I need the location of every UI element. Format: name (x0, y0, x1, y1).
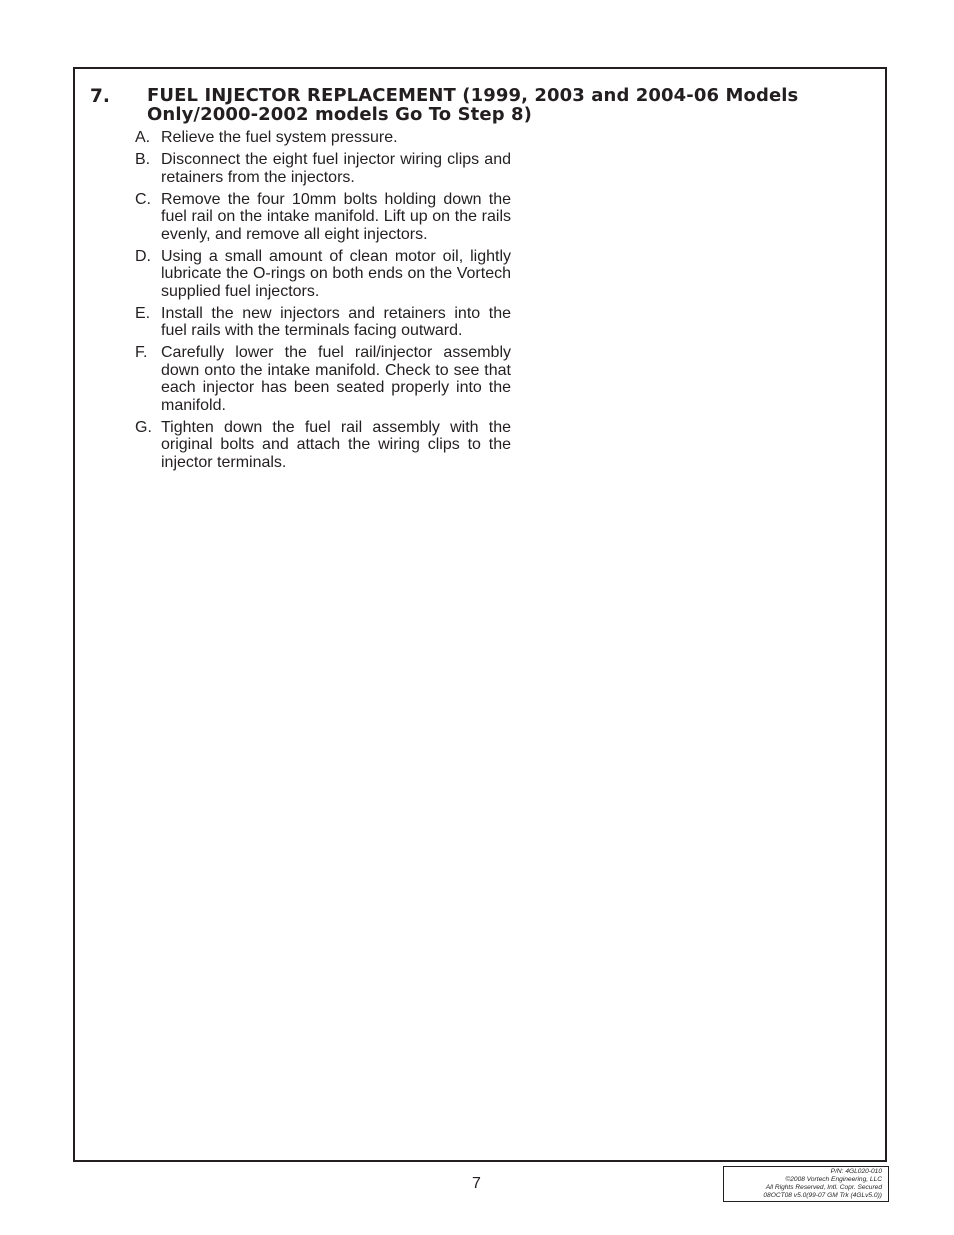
step-text: Disconnect the eight fuel injector wiring clips and retainers from the injectors. (161, 151, 511, 186)
copyright-line: ©2008 Vortech Engineering, LLC (785, 1176, 882, 1183)
step-text: Using a small amount of clean motor oil, lightly lubricate the O-rings on both ends on the Vortech supplied fuel injectors. (161, 247, 511, 300)
part-number: P/N: 4GL020-010 (830, 1168, 882, 1175)
step-item (135, 191, 511, 244)
version-line: 08OCT08 v5.0(99-07 GM Trk (4GLv5.0)) (763, 1192, 882, 1199)
step-text: Install the new injectors and retainers into the fuel rails with the terminals facing outward. (161, 304, 511, 339)
step-item (135, 151, 511, 186)
step-item (135, 305, 511, 340)
section-number: 7. (90, 86, 110, 107)
step-label: A. (135, 129, 151, 146)
step-label: F. (135, 344, 148, 361)
step-text: Carefully lower the fuel rail/injector assembly down onto the intake manifold. Check to see that each injector has been seated properly into the manifold. (161, 344, 511, 414)
step-text: Tighten down the fuel rail assembly with the original bolts and attach the wiring clips to the injector terminals. (161, 418, 511, 471)
step-item (135, 129, 511, 147)
copyright-box (723, 1166, 889, 1202)
step-item (135, 248, 511, 301)
step-text: Relieve the fuel system pressure. (161, 129, 398, 146)
step-label: E. (135, 304, 151, 322)
rights-line: All Rights Reserved, Intl. Copr. Secured (765, 1184, 882, 1191)
step-text: Remove the four 10mm bolts holding down the fuel rail on the intake manifold. Lift up on the rails evenly, and remove all eight injectors. (161, 190, 511, 243)
section-title: FUEL INJECTOR REPLACEMENT (1999, 2003 and 2004-06 Models Only/2000-2002 models Go To Step 8) (147, 85, 799, 125)
step-label: G. (135, 418, 152, 436)
step-item (135, 419, 511, 472)
step-list (135, 129, 511, 476)
step-label: D. (135, 247, 151, 265)
page-number: 7 (472, 1175, 481, 1192)
step-label: B. (135, 151, 151, 168)
step-item (135, 344, 511, 414)
step-label: C. (135, 190, 151, 208)
